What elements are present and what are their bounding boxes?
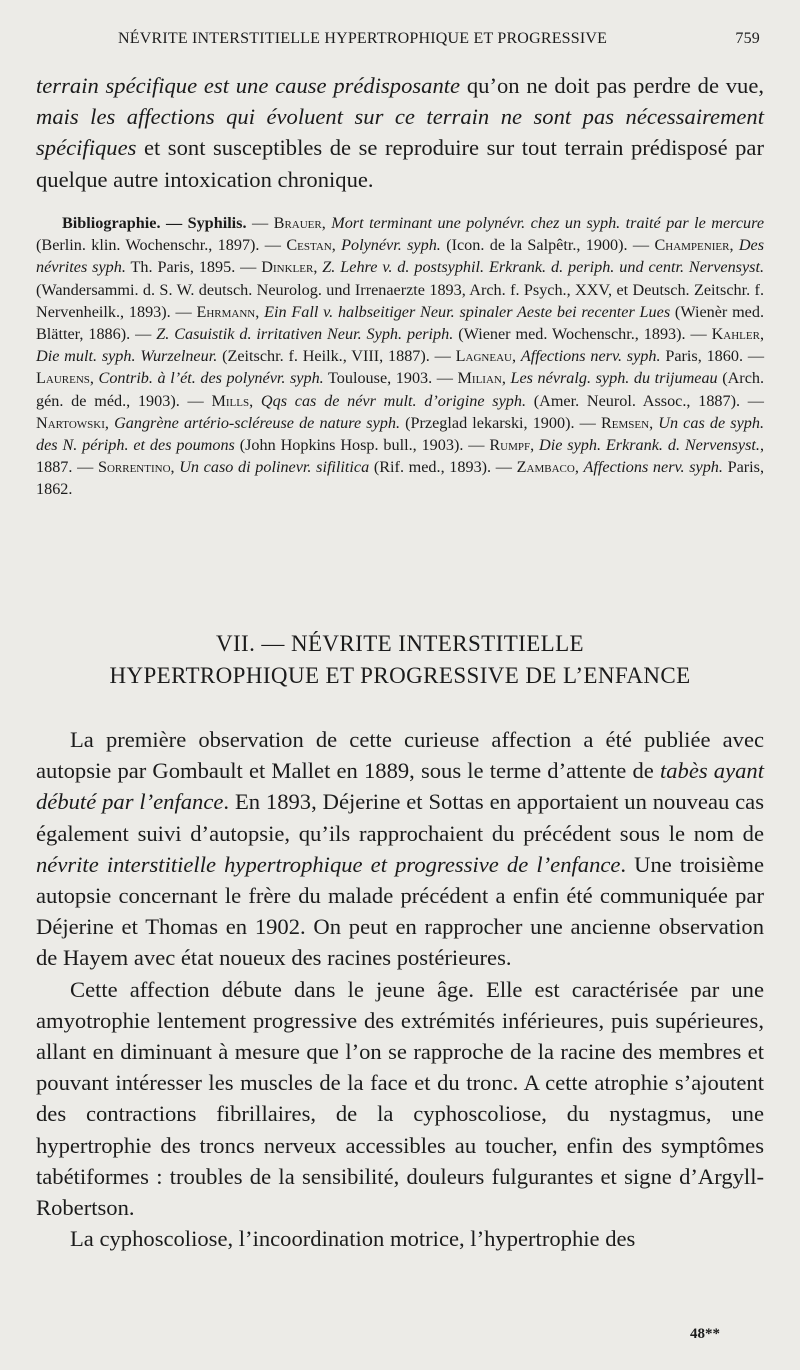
signature-mark: 48** bbox=[690, 1326, 720, 1342]
page-number: 759 bbox=[735, 30, 760, 47]
ref-source: Toulouse, 1903. — bbox=[323, 369, 458, 388]
ref-author: Mills bbox=[211, 391, 250, 410]
ref-title: Affections nerv. syph. bbox=[583, 458, 723, 477]
ref-title: Un caso di polinevr. sifilitica bbox=[179, 458, 370, 477]
ref-author: Rumpf bbox=[489, 436, 531, 455]
ref-source: (Rif. med., 1893). — bbox=[369, 458, 517, 477]
ref-source: (Przeglad lekarski, 1900). — bbox=[400, 413, 601, 432]
ref-author: Nartowski bbox=[36, 413, 105, 432]
ref-title: Z. Casuistik d. irritativen Neur. Syph. periph. bbox=[156, 325, 454, 344]
paragraph-1-text-3: . Une troisième autopsie concernant le frère du malade précédent a enfin été communiquée par Déjerine et Thomas en 1902. On peut en rapprocher une ancienne observation de Hayem avec état noueux des racines postérieures. bbox=[36, 851, 764, 971]
intro-text-1: qu’on ne doit pas perdre de vue, bbox=[460, 73, 764, 98]
running-title: NÉVRITE INTERSTITIELLE HYPERTROPHIQUE ET PROGRESSIVE bbox=[118, 30, 608, 47]
ref-author: Kahler bbox=[711, 325, 760, 344]
ref-title: Un cas de syph. des N. périph. et des poumons bbox=[36, 413, 765, 455]
ref-source: (Zeitschr. f. Heilk., VIII, 1887). — bbox=[217, 347, 456, 366]
intro-paragraph bbox=[36, 70, 764, 195]
ref-source: (Berlin. klin. Wochenschr., 1897). — bbox=[36, 236, 287, 255]
intro-text-2: et sont susceptibles de se reproduire sur tout terrain prédisposé par quelque autre intoxication chronique. bbox=[36, 135, 764, 192]
paragraph-2: Cette affection débute dans le jeune âge. Elle est caractérisée par une amyotrophie lentement progressive des extrémités inférieures, puis supérieures, allant en diminuant à mesure que l’on se rapproche de la racine des membres et pouvant intéresser les muscles de la face et du tronc. A cette atrophie s’ajoutent des contractions fibrillaires, de la cyphoscoliose, du nystagmus, une hypertrophie des troncs nerveux accessibles au toucher, enfin des symptômes tabétiformes : troubles de la sensibilité, douleurs fulgurantes et signe d’Argyll-Robertson. bbox=[36, 976, 764, 1221]
paragraph-1-text-2: . En 1893, Déjerine et Sottas en apportaient un nouveau cas également suivi d’autopsie, qu’ils rapprochaient du précédent sous le nom de bbox=[36, 789, 764, 846]
ref-author: Lagneau bbox=[455, 347, 512, 366]
ref-author: Remsen bbox=[600, 413, 650, 432]
paragraph-3: La cyphoscoliose, l’incoordination motrice, l’hypertrophie des bbox=[70, 1226, 636, 1252]
ref-source: (Arch. gén. de méd., 1903). — bbox=[36, 369, 765, 410]
ref-source: Th. Paris, 1895. — bbox=[125, 258, 262, 277]
ref-title: Die mult. syph. Wurzelneur. bbox=[36, 347, 218, 366]
ref-source: (Wienèr med. Blätter, 1886). — bbox=[36, 302, 765, 344]
ref-author: Ehrmann bbox=[196, 302, 256, 321]
ref-source: , 1887. — bbox=[36, 436, 764, 477]
intro-italic-2: mais les affections qui évoluent sur ce terrain ne sont pas nécessairement spécifiques bbox=[36, 104, 764, 161]
ref-author: Laurens bbox=[36, 369, 90, 388]
bibliography: Bibliographie. — Syphilis. — Brauer, Mort terminant une polynévr. chez un syph. traité par le mercure (Berlin. klin. Wochenschr., 1897). — Cestan, Polynévr. syph. (Icon. de la Salpêtr., 1900). — Champenier, Des névrites syph. Th. Paris, 1895. — Dinkler, Z. Lehre v. d. postsyphil. Erkrank. d. periph. und centr. Nervensyst. (Wandersammi. d. S. W. deutsch. Neurolog. und Irrenaerzte 1893, Arch. f. Psych., XXV, et Deutsch. Zeitschr. f. Nervenheilk., 1893). — Ehrmann, Ein Fall v. halbseitiger Neur. spinaler Aeste bei recenter Lues (Wienèr med. Blätter, 1886). — Z. Casuistik d. irritativen Neur. Syph. periph. (Wiener med. Wochenschr., 1893). — Kahler, Die mult. syph. Wurzelneur. (Zeitschr. f. Heilk., VIII, 1887). — Lagneau, Affections nerv. syph. Paris, 1860. — Laurens, Contrib. à l’ét. des polynévr. syph. Toulouse, 1903. — Milian, Les névralg. syph. du trijumeau (Arch. gén. de méd., 1903). — Mills, Qqs cas de névr mult. d’origine syph. (Amer. Neurol. Assoc., 1887). — Nartowski, Gangrène artério-scléreuse de nature syph. (Przeglad lekarski, 1900). — Remsen, Un cas de syph. des N. périph. et des poumons (John Hopkins Hosp. bull., 1903). — Rumpf, Die syph. Erkrank. d. Nervensyst., 1887. — Sorrentino, Un caso di polinevr. sifilitica (Rif. med., 1893). — Zambaco, Affections nerv. syph. Paris, 1862. bbox=[36, 214, 765, 499]
paragraph-1-italic-1: tabès ayant débuté par l’enfance bbox=[36, 758, 764, 815]
ref-source: Paris, 1862. bbox=[36, 458, 765, 499]
ref-title: Des névrites syph. bbox=[36, 236, 765, 277]
ref-title: Affections nerv. syph. bbox=[520, 347, 661, 366]
ref-author: Dinkler bbox=[261, 258, 314, 277]
ref-author: Sorrentino bbox=[97, 458, 171, 477]
chapter-heading-line-2: HYPERTROPHIQUE ET PROGRESSIVE DE L’ENFANCE bbox=[109, 663, 691, 688]
ref-title: Die syph. Erkrank. d. Nervensyst. bbox=[539, 436, 760, 455]
ref-source: (Amer. Neurol. Assoc., 1887). — bbox=[526, 391, 764, 410]
ref-author: Champenier bbox=[654, 236, 730, 255]
ref-title: Qqs cas de névr mult. d’origine syph. bbox=[260, 391, 526, 410]
ref-author: Milian bbox=[457, 369, 502, 388]
ref-author: Brauer bbox=[273, 214, 322, 232]
ref-author: Zambaco bbox=[516, 458, 575, 477]
paragraph-1 bbox=[36, 724, 764, 974]
ref-title: Gangrène artério-scléreuse de nature syph. bbox=[114, 413, 400, 432]
paragraph-1-text-1: La première observation de cette curieuse affection a été publiée avec autopsie par Gombault et Mallet en 1889, sous le terme d’attente de bbox=[36, 727, 764, 784]
ref-title: Polynévr. syph. bbox=[341, 236, 441, 255]
ref-source: (Icon. de la Salpêtr., 1900). — bbox=[440, 236, 655, 255]
ref-title: Mort terminant une polynévr. chez un syph. traité par le mercure bbox=[331, 214, 765, 232]
ref-source: Paris, 1860. — bbox=[660, 347, 765, 366]
chapter-body bbox=[36, 724, 764, 1254]
paragraph-1-italic-2: névrite interstitielle hypertrophique et progressive de l’enfance bbox=[36, 851, 621, 877]
ref-author: Cestan bbox=[286, 236, 332, 255]
ref-title: Z. Lehre v. d. postsyphil. Erkrank. d. periph. und centr. Nervensyst. bbox=[322, 258, 764, 277]
ref-source: (Wandersammi. d. S. W. deutsch. Neurolog. und Irrenaerzte 1893, Arch. f. Psych., XXV, et Deutsch. Zeitschr. f. Nervenheilk., 1893). — bbox=[36, 280, 764, 321]
bibliography-label: Bibliographie. — Syphilis. bbox=[62, 214, 247, 232]
chapter-heading-line-1: VII. — NÉVRITE INTERSTITIELLE bbox=[215, 631, 584, 656]
ref-source: (Wiener med. Wochenschr., 1893). — bbox=[453, 325, 712, 344]
ref-title: Contrib. à l’ét. des polynévr. syph. bbox=[98, 369, 324, 388]
chapter-heading bbox=[36, 628, 764, 692]
ref-title: Ein Fall v. halbseitiger Neur. spinaler Aeste bei recenter Lues bbox=[264, 302, 671, 321]
ref-source: (John Hopkins Hosp. bull., 1903). — bbox=[234, 436, 490, 455]
ref-title: Les névralg. syph. du trijumeau bbox=[510, 369, 718, 388]
intro-italic-1: terrain spécifique est une cause prédisposante bbox=[36, 73, 461, 98]
